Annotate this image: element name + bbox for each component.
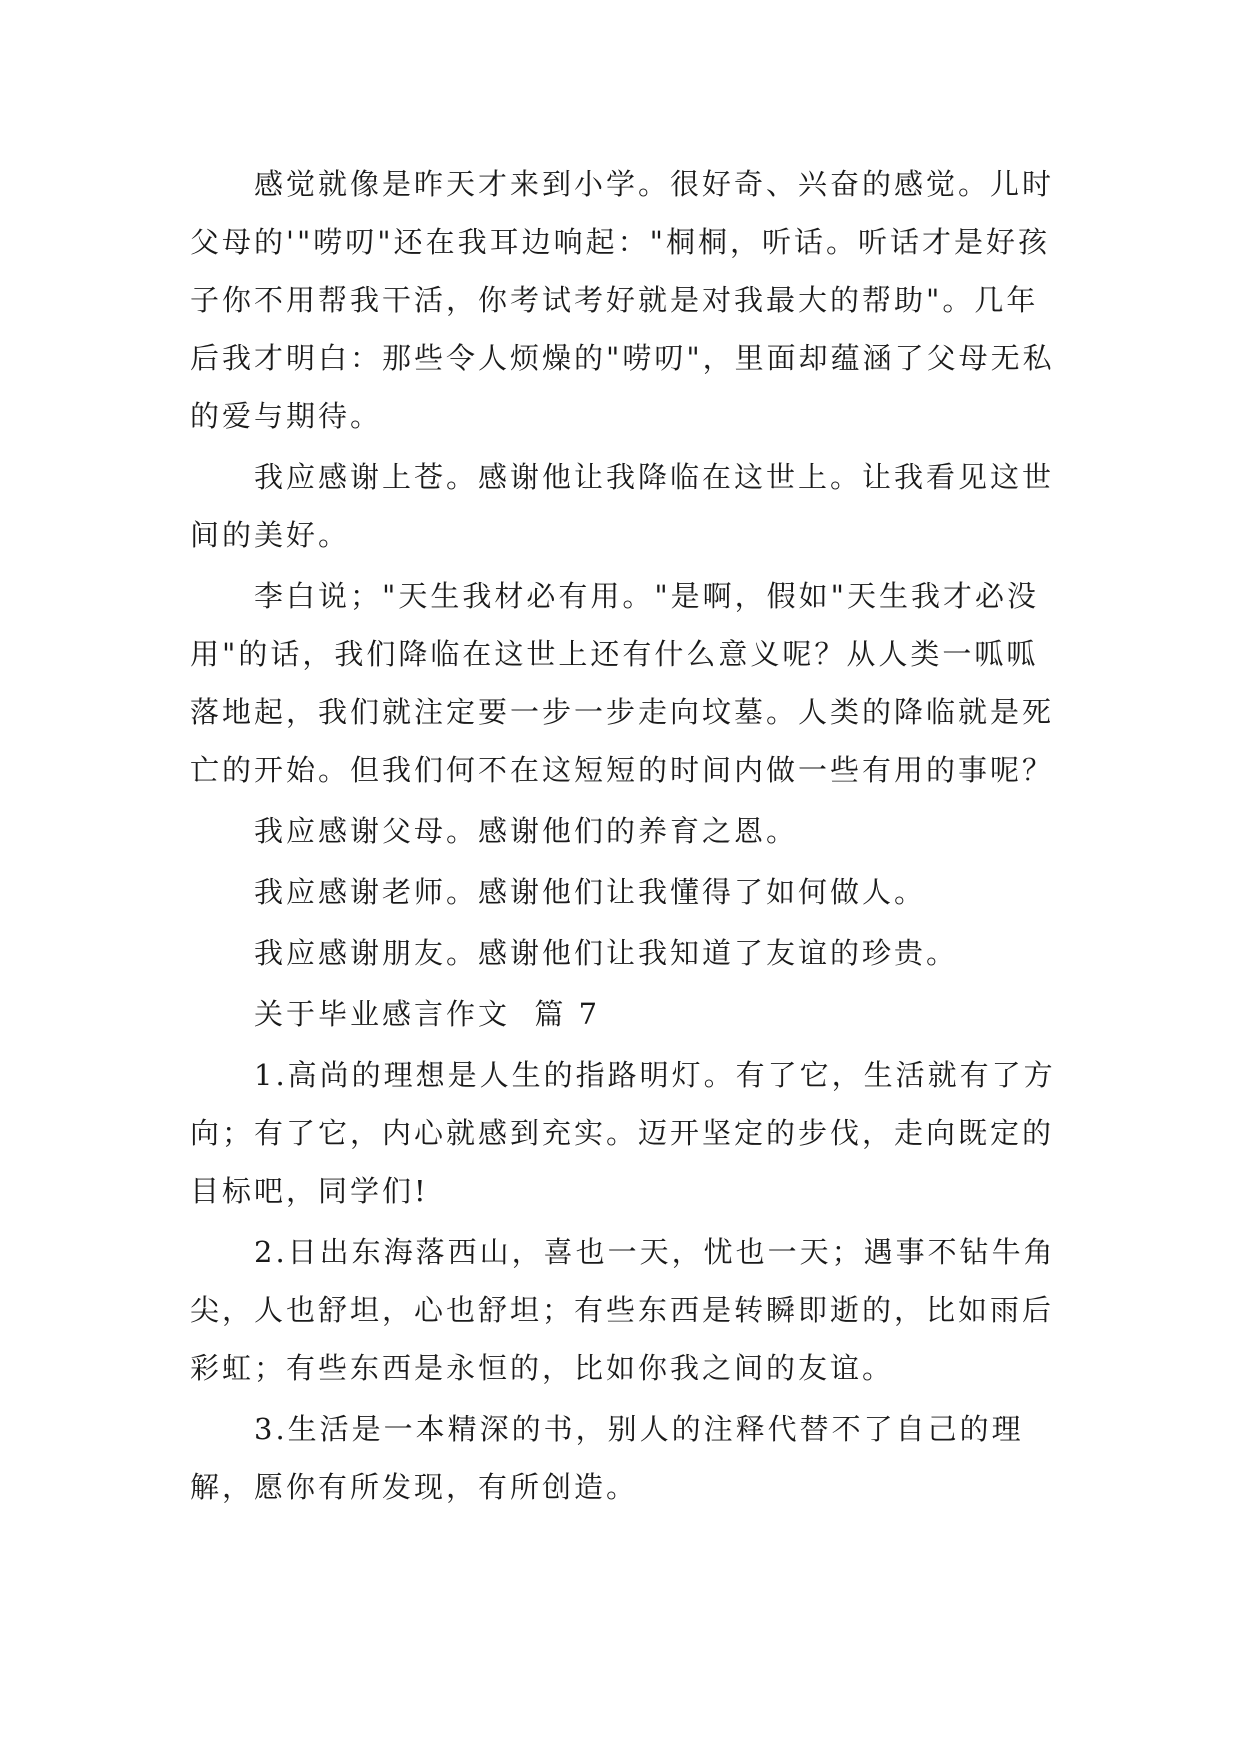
list-item: 1.高尚的理想是人生的指路明灯。有了它，生活就有了方向；有了它，内心就感到充实。迈开坚定的步伐，走向既定的目标吧，同学们! [190, 1058, 1056, 1208]
list-item: 2.日出东海落西山，喜也一天，忧也一天；遇事不钻牛角尖，人也舒坦，心也舒坦；有些东西是转瞬即逝的，比如雨后彩虹；有些东西是永恒的，比如你我之间的友谊。 [190, 1235, 1056, 1385]
list-item: 3.生活是一本精深的书，别人的注释代替不了自己的理解，愿你有所发现，有所创造。 [190, 1412, 1024, 1504]
paragraph: 我应感谢父母。感谢他们的养育之恩。 [254, 814, 799, 848]
paragraph: 我应感谢上苍。感谢他让我降临在这世上。让我看见这世间的美好。 [190, 460, 1055, 552]
section-heading: 关于毕业感言作文 篇 7 [254, 997, 601, 1031]
paragraph: 我应感谢老师。感谢他们让我懂得了如何做人。 [254, 875, 927, 909]
paragraph: 感觉就像是昨天才来到小学。很好奇、兴奋的感觉。儿时父母的'"唠叨"还在我耳边响起："桐桐，听话。听话才是好孩子你不用帮我干活，你考试考好就是对我最大的帮助"。几年后我才明白：那些令人烦燥的"唠叨"，里面却蕴涵了父母无私的爱与期待。 [190, 167, 1055, 433]
paragraph: 李白说；"天生我材必有用。"是啊，假如"天生我才必没用"的话，我们降临在这世上还有什么意义呢？从人类一呱呱落地起，我们就注定要一步一步走向坟墓。人类的降临就是死亡的开始。但我们何不在这短短的时间内做一些有用的事呢？ [190, 579, 1055, 787]
document-body [190, 155, 1070, 1519]
paragraph: 我应感谢朋友。感谢他们让我知道了友谊的珍贵。 [254, 936, 959, 970]
